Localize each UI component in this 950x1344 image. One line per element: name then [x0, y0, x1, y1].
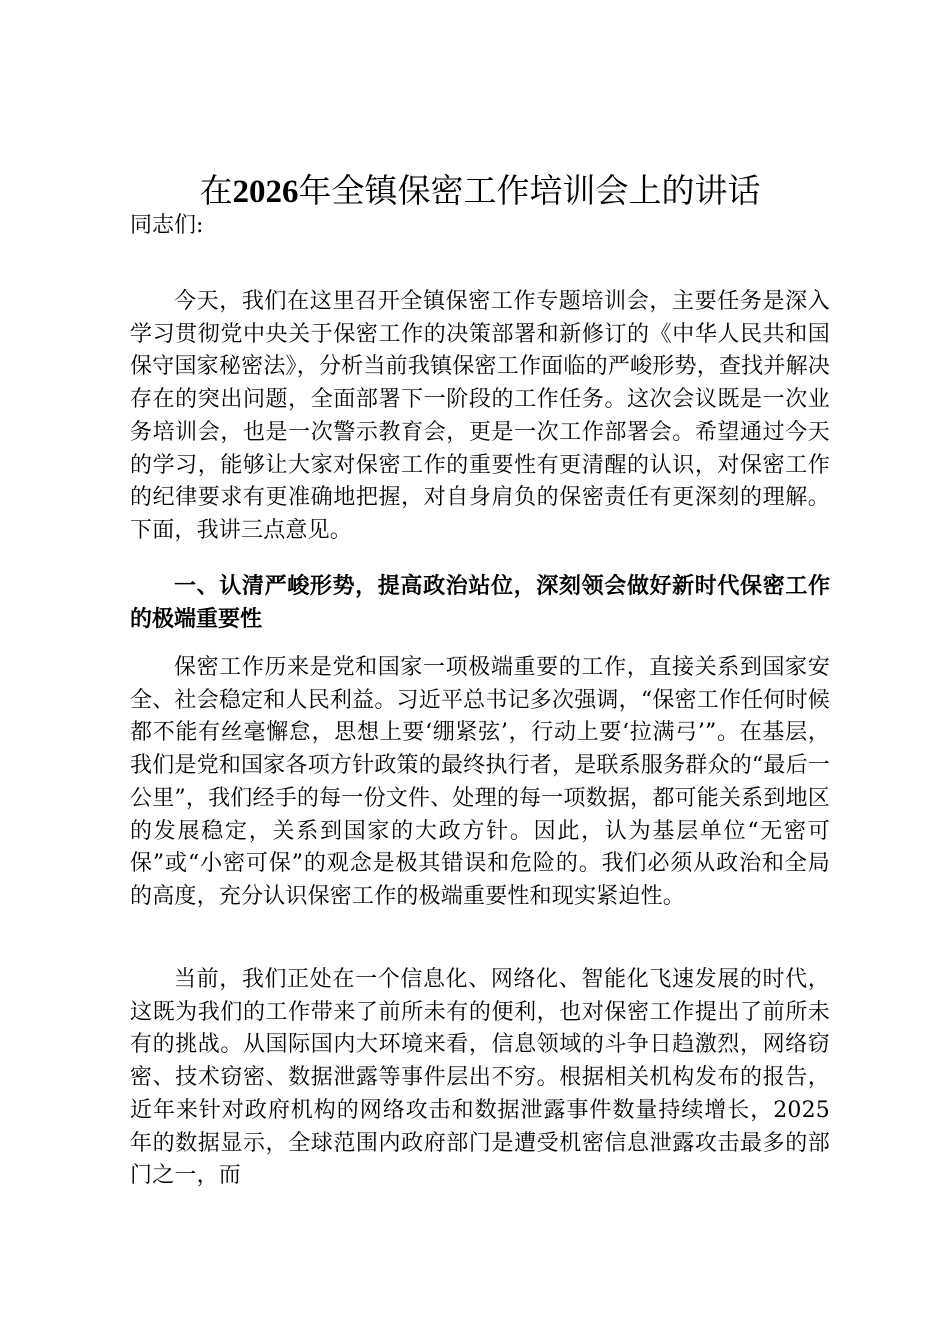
paragraph-current-situation: 当前，我们正处在一个信息化、网络化、智能化飞速发展的时代，这既为我们的工作带来了前所未有的便利，也对保密工作提出了前所未有的挑战。从国际国内大环境来看，信息领域的斗争日趋激烈，网络窃密、技术窃密、数据泄露等事件层出不穷。根据相关机构发布的报告，近年来针对政府机构的网络攻击和数据泄露事件数量持续增长，2025年的数据显示，全球范围内政府部门是遭受机密信息泄露攻击最多的部门之一，而 — [130, 967, 830, 1189]
title-prefix: 在 — [199, 171, 233, 210]
section-heading-1: 一、认清严峻形势，提高政治站位，深刻领会做好新时代保密工作的极端重要性 — [130, 573, 830, 632]
title-year: 2026 — [232, 174, 299, 210]
paragraph-intro: 今天，我们在这里召开全镇保密工作专题培训会，主要任务是深入学习贯彻党中央关于保密工作的决策部署和新修订的《中华人民共和国保守国家秘密法》，分析当前我镇保密工作面临的严峻形势，查找并解决存在的突出问题，全面部署下一阶段的工作任务。这次会议既是一次业务培训会，也是一次警示教育会，更是一次工作部署会。希望通过今天的学习，能够让大家对保密工作的重要性有更清醒的认识，对保密工作的纪律要求有更准确地把握，对自身肩负的保密责任有更深刻的理解。下面，我讲三点意见。 — [130, 289, 830, 543]
paragraph-importance: 保密工作历来是党和国家一项极端重要的工作，直接关系到国家安全、社会稳定和人民利益。习近平总书记多次强调，“保密工作任何时候都不能有丝毫懈怠，思想上要‘绷紧弦’，行动上要‘拉满弓’”。在基层，我们是党和国家各项方针政策的最终执行者，是联系服务群众的“最后一公里”，我们经手的每一份文件、处理的每一项数据，都可能关系到地区的发展稳定，关系到国家的大政方针。因此，认为基层单位“无密可保”或“小密可保”的观念是极其错误和危险的。我们必须从政治和全局的高度，充分认识保密工作的极端重要性和现实紧迫性。 — [130, 655, 830, 909]
greeting: 同志们: — [130, 213, 204, 238]
title-suffix: 年全镇保密工作培训会上的讲话 — [298, 171, 761, 210]
